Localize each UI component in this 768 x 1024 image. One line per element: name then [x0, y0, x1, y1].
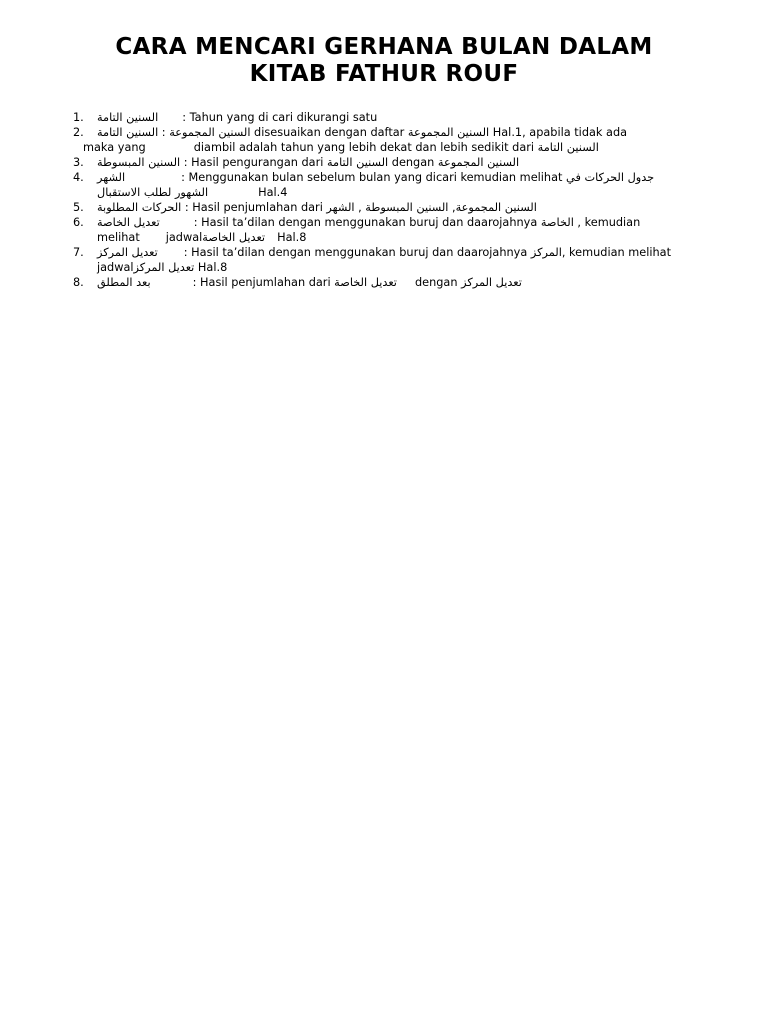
- item-text: Hal.8: [277, 231, 307, 244]
- item-text: : Hasil penjumlahan dari: [181, 201, 327, 214]
- list-item: [0, 275, 768, 290]
- item-text: : Hasil pengurangan dari: [180, 156, 327, 169]
- item-line: [97, 245, 728, 260]
- arabic-term: تعديل الخاصة: [334, 276, 397, 289]
- arabic-term: السنين المبسوطة: [97, 156, 181, 169]
- item-text: : Tahun yang di cari dikurangi satu: [182, 111, 378, 124]
- item-line: [83, 140, 728, 155]
- arabic-term: تعديل المركز: [133, 261, 195, 274]
- arabic-term: المركز: [530, 246, 562, 259]
- item-number: 7.: [73, 246, 84, 259]
- item-text: , kemudian: [573, 216, 641, 229]
- arabic-term: تعديل الخاصة: [202, 231, 266, 244]
- arabic-term: الحركات المطلوبة: [97, 201, 182, 214]
- list-item: [0, 155, 768, 170]
- item-text: : Menggunakan bulan sebelum bulan yang dicari kemudian melihat: [181, 171, 567, 184]
- arabic-term: جدول الحركات في: [566, 171, 655, 184]
- arabic-term: السنين المجموعة: [169, 126, 251, 139]
- item-text: dengan: [388, 156, 438, 169]
- item-number: 6.: [73, 216, 84, 229]
- list-item: [0, 200, 768, 215]
- arabic-term: الخاصة: [540, 216, 574, 229]
- arabic-term: السنين التامة: [537, 141, 599, 154]
- arabic-term: الشهر: [97, 171, 126, 184]
- list-item: [0, 170, 768, 200]
- arabic-term: السنين التامة: [326, 156, 389, 169]
- item-text: diambil adalah tahun yang lebih dekat dan lebih sedikit dari: [193, 141, 538, 154]
- item-line: [97, 155, 728, 170]
- item-line: [97, 170, 728, 185]
- arabic-term: تعديل الخاصة: [97, 216, 160, 229]
- arabic-term: تعديل المركز: [97, 246, 158, 259]
- item-text: : Hasil ta’dilan dengan menggunakan buruj dan daarojahnya: [193, 216, 541, 229]
- list-item: [0, 110, 768, 125]
- item-number: 8.: [73, 276, 84, 289]
- item-line: [97, 125, 728, 140]
- item-line: [97, 260, 728, 275]
- document-title: [0, 34, 768, 88]
- item-text: melihat: [97, 231, 140, 244]
- item-text: Hal.4: [258, 186, 288, 199]
- item-text: dengan: [414, 276, 462, 289]
- item-line: [97, 110, 728, 125]
- steps-list: [0, 110, 768, 290]
- item-text: : Hasil ta’dilan dengan menggunakan buruj dan daarojahnya: [183, 246, 531, 259]
- arabic-term: السنين المجموعة: [407, 126, 490, 139]
- item-line: [97, 275, 728, 290]
- item-text: Hal.8: [194, 261, 228, 274]
- item-number: 5.: [73, 201, 84, 214]
- item-text: :: [158, 126, 170, 139]
- item-number: 4.: [73, 171, 84, 184]
- item-text: Hal.1, apabila tidak ada: [489, 126, 628, 139]
- item-line: [97, 200, 728, 215]
- arabic-term: السنين المجموعة: [437, 156, 520, 169]
- item-text: , kemudian melihat: [561, 246, 672, 259]
- arabic-term: الشهور لطلب الاستقبال: [97, 186, 209, 199]
- arabic-term: تعديل المركز: [461, 276, 522, 289]
- arabic-term: السنين المجموعة, السنين المبسوطة , الشهر: [326, 201, 537, 214]
- item-line: [97, 215, 728, 230]
- arabic-term: السنين التامة: [97, 111, 159, 124]
- item-text: jadwal: [97, 261, 134, 274]
- arabic-term: بعد المطلق: [97, 276, 151, 289]
- list-item: [0, 245, 768, 275]
- item-text: jadwal: [165, 231, 203, 244]
- title-line-1: CARA MENCARI GERHANA BULAN DALAM: [115, 34, 653, 60]
- title-line-2: KITAB FATHUR ROUF: [249, 61, 519, 87]
- item-text: disesuaikan dengan daftar: [250, 126, 408, 139]
- item-number: 3.: [73, 156, 84, 169]
- item-text: maka yang: [83, 141, 146, 154]
- item-number: 1.: [73, 111, 84, 124]
- item-line: [97, 185, 728, 200]
- item-text: : Hasil penjumlahan dari: [192, 276, 335, 289]
- item-line: [97, 230, 728, 245]
- item-number: 2.: [73, 126, 84, 139]
- arabic-term: السنين التامة: [97, 126, 159, 139]
- list-item: [0, 215, 768, 245]
- list-item: [0, 125, 768, 155]
